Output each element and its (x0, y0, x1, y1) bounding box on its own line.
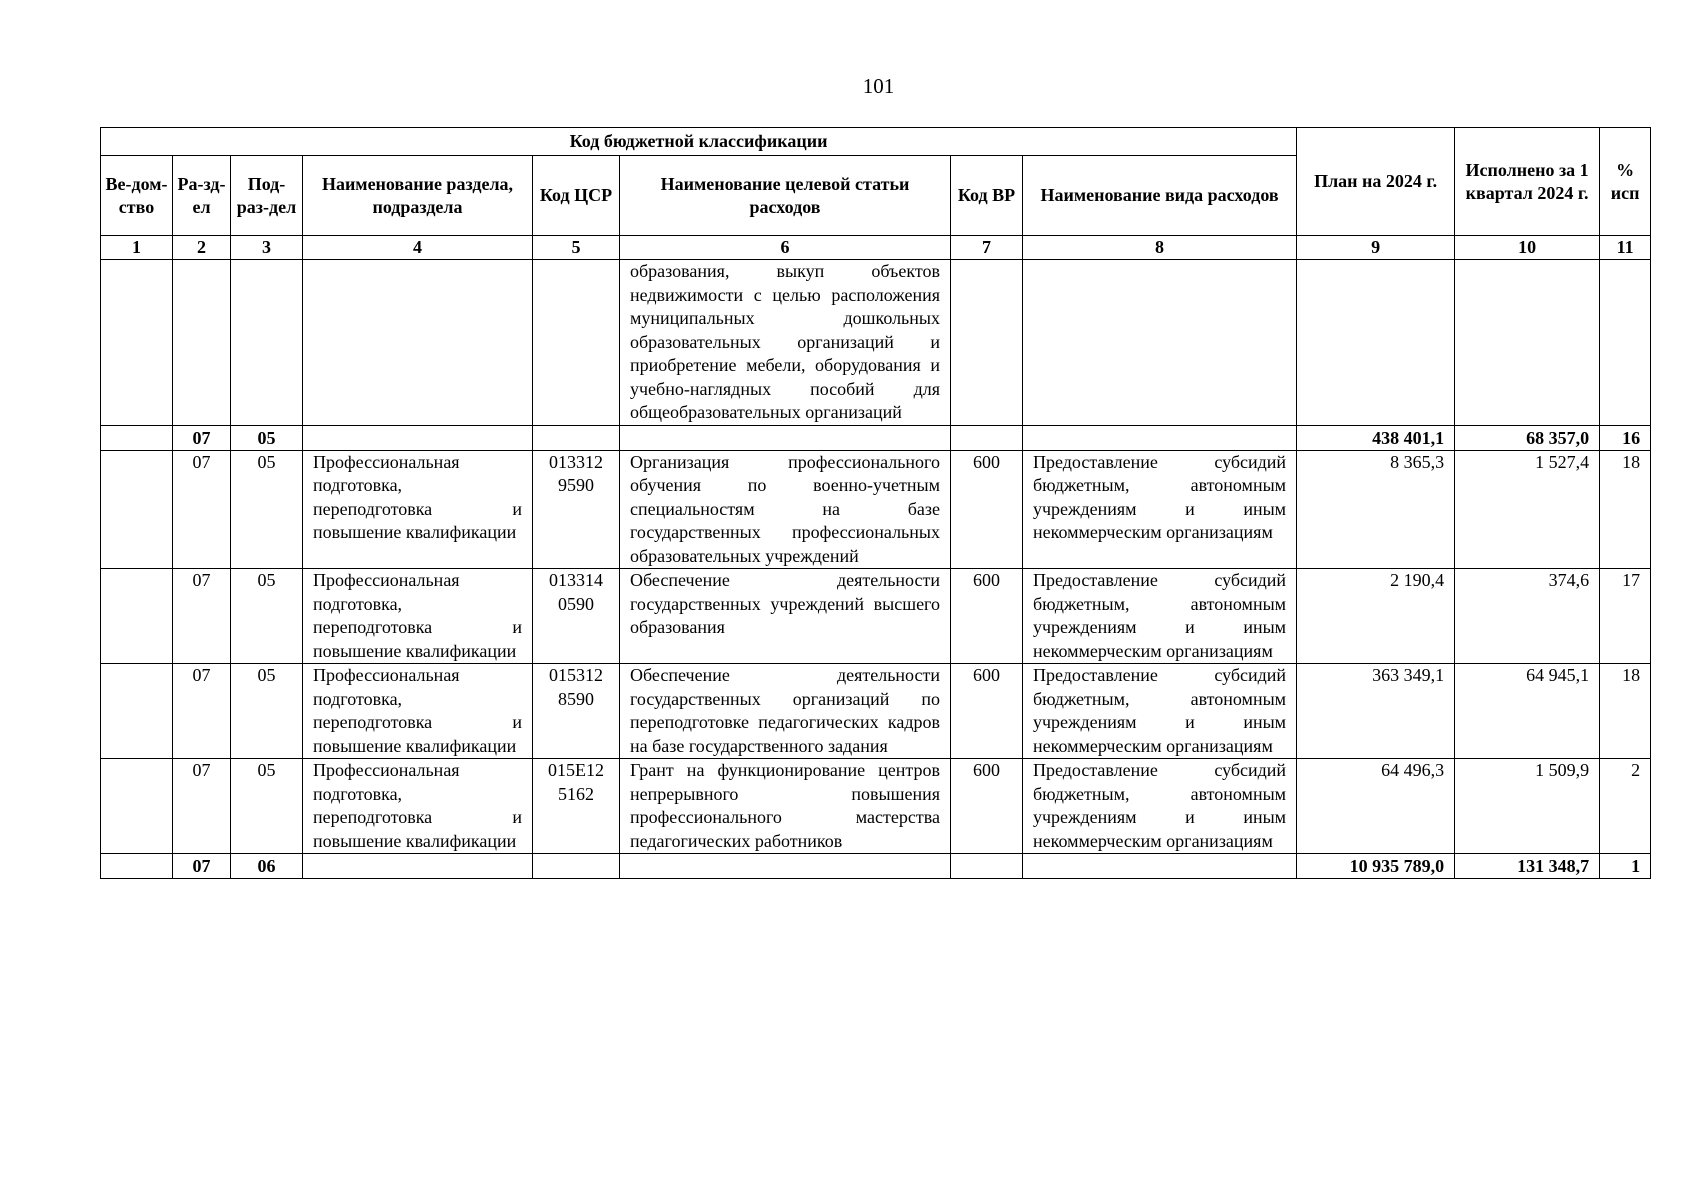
page-number: 101 (862, 74, 895, 98)
header-razdel: Ра-зд-ел (173, 156, 231, 236)
table-row (101, 450, 1651, 569)
table-cell (1023, 260, 1297, 426)
razdel-name-cell: Профессиональная подготовка, переподготовка и повышение квалификации (303, 450, 533, 569)
table-cell (101, 759, 173, 854)
table-cell (231, 260, 303, 426)
razdel-cell: 07 (173, 854, 231, 879)
column-number: 4 (303, 236, 533, 260)
razdel-cell: 07 (173, 450, 231, 569)
plan-cell: 363 349,1 (1297, 664, 1455, 759)
column-number: 1 (101, 236, 173, 260)
percent-cell: 2 (1600, 759, 1651, 854)
razdel-cell: 07 (173, 664, 231, 759)
target-name-cell: Обеспечение деятельности государственных учреждений высшего образования (620, 569, 951, 664)
expense-type-cell: Предоставление субсидий бюджетным, автономным учреждениям и иным некоммерческим организациям (1023, 664, 1297, 759)
column-number: 8 (1023, 236, 1297, 260)
podrazdel-cell: 05 (231, 450, 303, 569)
subtotal-row (101, 854, 1651, 879)
table-cell (1297, 260, 1455, 426)
razdel-cell: 07 (173, 759, 231, 854)
table-cell (303, 260, 533, 426)
continuation-row (101, 260, 1651, 426)
plan-cell: 438 401,1 (1297, 425, 1455, 450)
plan-cell: 2 190,4 (1297, 569, 1455, 664)
razdel-name-cell: Профессиональная подготовка, переподготовка и повышение квалификации (303, 664, 533, 759)
expense-type-cell: Предоставление субсидий бюджетным, автономным учреждениям и иным некоммерческим организациям (1023, 450, 1297, 569)
table-cell (951, 425, 1023, 450)
kod-vr-cell: 600 (951, 664, 1023, 759)
column-number: 9 (1297, 236, 1455, 260)
table-cell (951, 260, 1023, 426)
header-plan: План на 2024 г. (1297, 128, 1455, 236)
header-percent: % исп (1600, 128, 1651, 236)
table-cell (1455, 260, 1600, 426)
column-number: 2 (173, 236, 231, 260)
table-cell (533, 854, 620, 879)
table-cell (303, 425, 533, 450)
kod-csr-cell: 015E12 5162 (533, 759, 620, 854)
percent-cell: 18 (1600, 450, 1651, 569)
podrazdel-cell: 06 (231, 854, 303, 879)
expense-type-cell: Предоставление субсидий бюджетным, автономным учреждениям и иным некоммерческим организациям (1023, 569, 1297, 664)
plan-cell: 8 365,3 (1297, 450, 1455, 569)
target-name-cell: Обеспечение деятельности государственных организаций по переподготовке педагогических кадров на базе государственного задания (620, 664, 951, 759)
executed-cell: 68 357,0 (1455, 425, 1600, 450)
kod-csr-cell: 013314 0590 (533, 569, 620, 664)
table-cell (101, 450, 173, 569)
table-cell (101, 664, 173, 759)
razdel-name-cell: Профессиональная подготовка, переподготовка и повышение квалификации (303, 759, 533, 854)
percent-cell: 17 (1600, 569, 1651, 664)
razdel-name-cell: Профессиональная подготовка, переподготовка и повышение квалификации (303, 569, 533, 664)
plan-cell: 10 935 789,0 (1297, 854, 1455, 879)
target-name-cell: Организация профессионального обучения по военно-учетным специальностям на базе государственных профессиональных образовательных учреждений (620, 450, 951, 569)
group-header: Код бюджетной классификации (101, 128, 1297, 156)
executed-cell: 1 527,4 (1455, 450, 1600, 569)
table-cell (101, 854, 173, 879)
table-cell (173, 260, 231, 426)
table-row (101, 759, 1651, 854)
header-vedomstvo: Ве-дом-ство (101, 156, 173, 236)
executed-cell: 64 945,1 (1455, 664, 1600, 759)
kod-csr-cell: 015312 8590 (533, 664, 620, 759)
header-target-name: Наименование целевой статьи расходов (620, 156, 951, 236)
podrazdel-cell: 05 (231, 425, 303, 450)
executed-cell: 374,6 (1455, 569, 1600, 664)
table-cell (101, 425, 173, 450)
subtotal-row (101, 425, 1651, 450)
table-cell (620, 854, 951, 879)
header-kod-vr: Код ВР (951, 156, 1023, 236)
percent-cell: 16 (1600, 425, 1651, 450)
column-number: 10 (1455, 236, 1600, 260)
kod-vr-cell: 600 (951, 569, 1023, 664)
table-row (101, 569, 1651, 664)
column-number: 6 (620, 236, 951, 260)
table-cell (533, 260, 620, 426)
percent-cell: 1 (1600, 854, 1651, 879)
header-razdel-name: Наименование раздела, подраздела (303, 156, 533, 236)
plan-cell: 64 496,3 (1297, 759, 1455, 854)
table-cell (101, 260, 173, 426)
razdel-cell: 07 (173, 425, 231, 450)
kod-vr-cell: 600 (951, 450, 1023, 569)
continuation-text: образования, выкуп объектов недвижимости с целью расположения муниципальных дошкольных образовательных организаций и приобретение мебели, оборудования и учебно-наглядных пособий для общеобразовательных организаций (620, 260, 951, 426)
header-kod-csr: Код ЦСР (533, 156, 620, 236)
table-cell (533, 425, 620, 450)
column-number: 5 (533, 236, 620, 260)
expense-type-cell: Предоставление субсидий бюджетным, автономным учреждениям и иным некоммерческим организациям (1023, 759, 1297, 854)
podrazdel-cell: 05 (231, 569, 303, 664)
header-podrazdel: Под-раз-дел (231, 156, 303, 236)
column-number: 3 (231, 236, 303, 260)
target-name-cell: Грант на функционирование центров непрерывного повышения профессионального мастерства педагогических работников (620, 759, 951, 854)
table-cell (951, 854, 1023, 879)
kod-csr-cell: 013312 9590 (533, 450, 620, 569)
budget-table (100, 127, 1651, 879)
column-number: 11 (1600, 236, 1651, 260)
podrazdel-cell: 05 (231, 759, 303, 854)
column-numbers-row (101, 236, 1651, 260)
table-cell (1600, 260, 1651, 426)
table-cell (1023, 854, 1297, 879)
kod-vr-cell: 600 (951, 759, 1023, 854)
table-row (101, 664, 1651, 759)
table-cell (101, 569, 173, 664)
column-number: 7 (951, 236, 1023, 260)
table-cell (303, 854, 533, 879)
razdel-cell: 07 (173, 569, 231, 664)
table-cell (1023, 425, 1297, 450)
percent-cell: 18 (1600, 664, 1651, 759)
executed-cell: 131 348,7 (1455, 854, 1600, 879)
header-expense-type: Наименование вида расходов (1023, 156, 1297, 236)
table-cell (620, 425, 951, 450)
header-executed: Исполнено за 1 квартал 2024 г. (1455, 128, 1600, 236)
executed-cell: 1 509,9 (1455, 759, 1600, 854)
podrazdel-cell: 05 (231, 664, 303, 759)
